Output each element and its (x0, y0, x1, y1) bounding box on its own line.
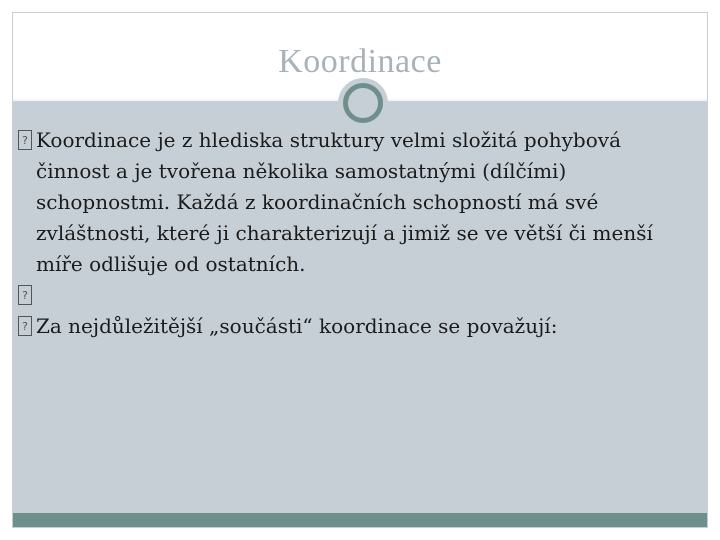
footer-bar (13, 513, 707, 527)
bullet-text: Za nejdůležitější „součásti“ koordinace se považují: (36, 314, 558, 338)
bullet-marker-icon: ? (18, 285, 32, 305)
bullet-item (18, 311, 678, 342)
bullet-marker-icon: ? (18, 130, 32, 150)
slide-title: Koordinace (278, 43, 442, 80)
bullet-item (18, 125, 678, 280)
slide-content (18, 125, 678, 342)
bullet-marker-icon: ? (18, 316, 32, 336)
circle-ornament-icon (343, 83, 383, 123)
bullet-text: Koordinace je z hlediska struktury velmi složitá pohybová činnost a je tvořena několika samostatnými (dílčími) schopnostmi. Každá z koordinačních schopností má své zvláštnosti, které ji charakterizují a jimiž se ve větší či menší míře odlišuje od ostatních. (36, 128, 653, 276)
bullet-item-empty (18, 280, 678, 311)
